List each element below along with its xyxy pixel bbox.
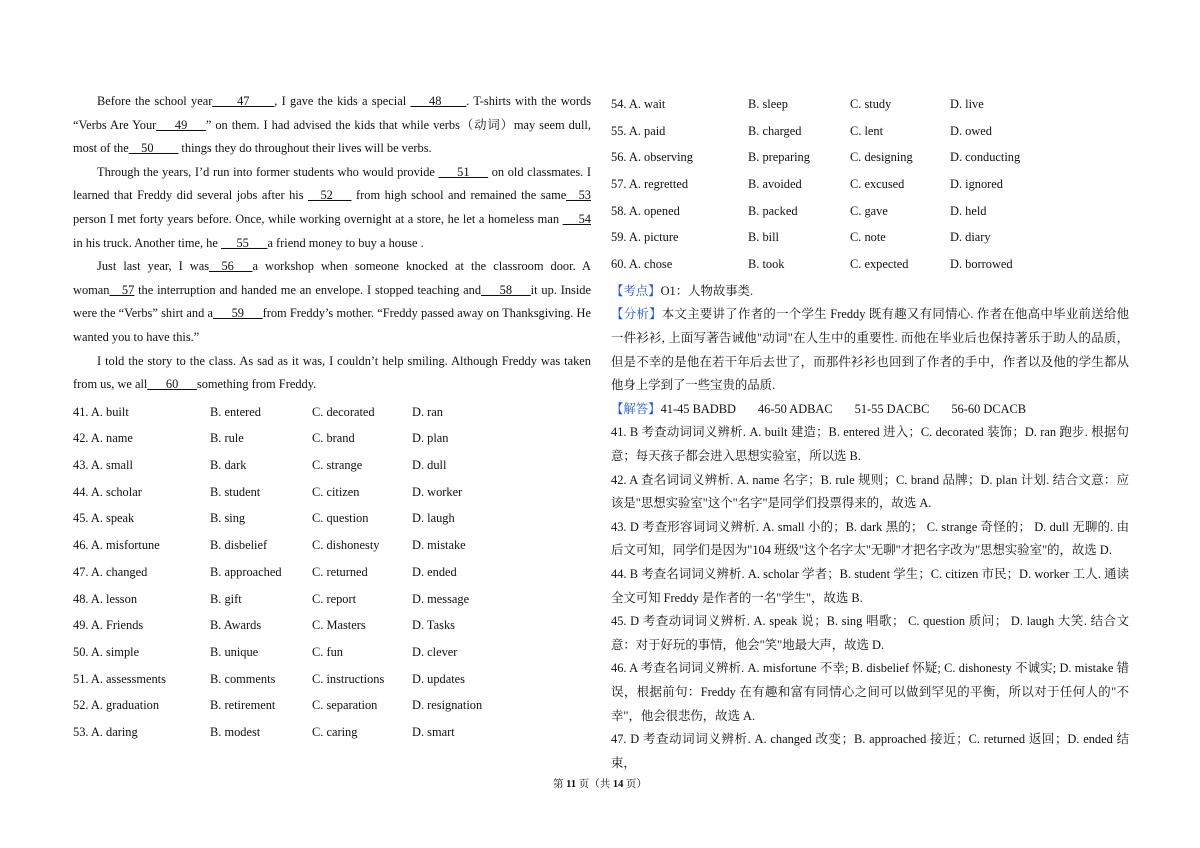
blank-49: ___49___ xyxy=(156,117,206,132)
page-total: 14 xyxy=(612,779,624,790)
blank-57: __57 xyxy=(109,282,135,297)
fenxi-paragraph: 【分析】本文主要讲了作者的一个学生 Freddy 既有趣又有同情心. 作者在他高中毕业前送给他一件衫衫, 上面写著告诫他"动词"在人生中的重要性. 而他在毕业后也保持著乐于助人的品质，但是不幸的是他在若干年后去世了，而那件衫衫也回到了作者的手中，作者以及他的学生都从他身上学到了一些宝贵的品质. xyxy=(611,307,1130,393)
option-a: 59. A. picture xyxy=(611,230,679,245)
option-c: C. returned xyxy=(312,564,368,579)
option-d: D. borrowed xyxy=(950,257,1013,272)
option-b: B. rule xyxy=(210,431,244,446)
option-c: C. dishonesty xyxy=(312,538,380,553)
blank-51: ___51___ xyxy=(438,164,489,179)
option-row xyxy=(611,118,1129,145)
option-d: D. conducting xyxy=(950,150,1021,165)
explanation-item: 47. D 考查动词词义辨析. A. changed 改变；B. approached 接近；C. returned 返回；D. ended 结束， xyxy=(611,732,1129,770)
option-b: B. sleep xyxy=(748,97,788,111)
option-b: B. packed xyxy=(748,203,798,218)
passage-paragraph-2: Through the years, I’d run into former students who would provide ___51___ on old classmates. I learned that Freddy did several jobs after his __52___ from high school and remained the same__53 person I met forty years before. Once, while working overnight at a store, he let a homeless man __54 in his truck. Another time, he __55___a friend money to buy a house . xyxy=(73,164,592,250)
option-a: 52. A. graduation xyxy=(73,698,160,713)
option-b: B. charged xyxy=(748,123,802,138)
option-c: C. instructions xyxy=(312,671,385,686)
option-row xyxy=(73,399,591,426)
option-row xyxy=(73,719,591,746)
option-d: D. live xyxy=(950,97,984,111)
explanation-item: 41. B 考查动词词义辨析. A. built 建造；B. entered 进入；C. decorated 装饰；D. ran 跑步. 根据句意；每天孩子都会进入思想实验室，所以选 B. xyxy=(611,425,1129,463)
blank-55: __55___ xyxy=(220,235,268,250)
blank-52: __52___ xyxy=(308,188,352,203)
option-d: D. Tasks xyxy=(412,618,455,633)
option-b: B. gift xyxy=(210,591,242,606)
option-b: B. approached xyxy=(210,564,282,579)
option-d: D. message xyxy=(412,591,470,606)
option-d: D. ended xyxy=(412,564,457,579)
option-b: B. took xyxy=(748,257,785,272)
option-a: 49. A. Friends xyxy=(73,618,144,633)
option-c: C. note xyxy=(850,230,886,245)
option-c: C. citizen xyxy=(312,484,360,499)
option-c: C. report xyxy=(312,591,357,606)
option-b: B. entered xyxy=(210,404,261,419)
explanation-item: 43. D 考查形容词词义辨析. A. small 小的；B. dark 黑的； C. strange 奇怪的； D. dull 无聊的. 由后文可知，同学们是因为"104 班级"这个名字太"无聊"才把名字改为"思想实验室"的，故选 D. xyxy=(611,519,1129,558)
blank-48: ___48____ xyxy=(410,94,467,108)
option-d: D. ignored xyxy=(950,177,1003,192)
option-a: 44. A. scholar xyxy=(73,484,142,499)
options-list-left xyxy=(73,399,591,746)
option-c: C. expected xyxy=(850,257,909,272)
option-c: C. excused xyxy=(850,177,905,192)
explanation-item: 46. A 考查名词词义辨析. A. misfortune 不幸; B. disbelief 怀疑; C. dishonesty 不诚实; D. mistake 错误，根据前句：Freddy 在有趣和富有同情心之间可以做到罕见的平衡，所以对于任何人的"不幸"，他会很悲伤，故选 A. xyxy=(611,661,1129,723)
option-a: 46. A. misfortune xyxy=(73,538,160,553)
option-c: C. decorated xyxy=(312,404,375,419)
option-row xyxy=(611,91,1129,118)
option-c: C. brand xyxy=(312,431,355,446)
option-c: C. lent xyxy=(850,123,884,138)
option-a: 55. A. paid xyxy=(611,123,666,138)
option-row xyxy=(611,224,1129,251)
blank-60: ___60___ xyxy=(147,377,197,392)
right-column xyxy=(611,91,1129,775)
jieda-tag: 【解答】 xyxy=(611,401,661,416)
option-a: 50. A. simple xyxy=(73,644,140,659)
explanation-list xyxy=(611,421,1129,775)
option-b: B. bill xyxy=(748,230,779,245)
option-c: C. caring xyxy=(312,724,358,739)
blank-53: __53 xyxy=(566,188,591,203)
option-a: 41. A. built xyxy=(73,404,129,419)
option-row xyxy=(73,612,591,639)
option-a: 56. A. observing xyxy=(611,150,693,165)
option-row xyxy=(73,532,591,559)
option-row xyxy=(611,198,1129,225)
option-c: C. fun xyxy=(312,644,343,659)
options-list-right xyxy=(611,91,1129,278)
option-d: D. resignation xyxy=(412,698,483,713)
option-d: D. laugh xyxy=(412,511,455,526)
passage-paragraph-4: I told the story to the class. As sad as it was, I couldn’t help smiling. Although Freddy was taken from us, we all___60___something from Freddy. xyxy=(73,353,591,392)
option-a: 45. A. speak xyxy=(73,511,135,526)
option-d: D. mistake xyxy=(412,538,466,553)
blank-47: ____47____ xyxy=(212,94,275,108)
option-row xyxy=(73,639,591,666)
option-row xyxy=(611,251,1129,278)
option-row xyxy=(73,505,591,532)
option-a: 51. A. assessments xyxy=(73,671,166,686)
option-d: D. updates xyxy=(412,671,465,686)
option-b: B. modest xyxy=(210,724,261,739)
blank-56: __56___ xyxy=(209,259,253,274)
option-c: C. question xyxy=(312,511,369,526)
option-b: B. comments xyxy=(210,671,276,686)
option-d: D. worker xyxy=(412,484,463,499)
option-a: 58. A. opened xyxy=(611,203,680,218)
option-c: C. Masters xyxy=(312,618,366,633)
option-row xyxy=(611,144,1129,171)
option-c: C. strange xyxy=(312,458,363,473)
option-c: C. gave xyxy=(850,203,888,218)
explanation-item: 45. D 考查动词词义辨析. A. speak 说；B. sing 唱歌； C. question 质问； D. laugh 大笑. 结合文意：对于好玩的事情，他会"笑"地最大声，故选 D. xyxy=(611,614,1129,652)
option-row xyxy=(73,666,591,693)
option-a: 57. A. regretted xyxy=(611,177,689,192)
option-row xyxy=(73,692,591,719)
option-c: C. designing xyxy=(850,150,913,165)
blank-58: ___58___ xyxy=(481,282,531,297)
option-b: B. unique xyxy=(210,644,259,659)
fenxi-tag: 【分析】 xyxy=(611,307,662,322)
option-row xyxy=(73,479,591,506)
page-number: 11 xyxy=(566,779,577,790)
option-a: 42. A. name xyxy=(73,431,133,446)
option-d: D. clever xyxy=(412,644,458,659)
option-b: B. Awards xyxy=(210,618,262,633)
option-d: D. plan xyxy=(412,431,449,446)
option-a: 54. A. wait xyxy=(611,97,666,111)
option-row xyxy=(611,171,1129,198)
page-footer: 第 11 页（共 14 页） xyxy=(553,779,647,790)
option-c: C. study xyxy=(850,97,892,111)
option-d: D. held xyxy=(950,203,987,218)
option-a: 43. A. small xyxy=(73,458,133,473)
option-b: B. retirement xyxy=(210,698,276,713)
kaodian-tag: 【考点】 xyxy=(611,283,661,298)
option-d: D. dull xyxy=(412,458,447,473)
explanation-item: 42. A 查名词词义辨析. A. name 名字；B. rule 规则；C. brand 品牌；D. plan 计划. 结合文意：应该是"思想实验室"这个"名字"是同学们投票得来的，故选 A. xyxy=(611,472,1129,511)
blank-50: __50____ xyxy=(128,141,179,156)
option-row xyxy=(73,425,591,452)
option-b: B. dark xyxy=(210,458,247,473)
option-b: B. sing xyxy=(210,511,246,526)
blank-59: ___59___ xyxy=(213,306,263,321)
option-d: D. owed xyxy=(950,123,992,138)
explanation-item: 44. B 考查名词词义辨析. A. scholar 学者；B. student 学生；C. citizen 市民；D. worker 工人. 通读全文可知 Freddy 是作者的一名"学生"，故选 B. xyxy=(611,566,1129,605)
option-b: B. preparing xyxy=(748,150,810,165)
kaodian-line: 【考点】O1：人物故事类. xyxy=(611,283,754,298)
blank-54: __54 xyxy=(562,211,592,226)
option-a: 48. A. lesson xyxy=(73,591,138,606)
left-column xyxy=(73,90,591,746)
option-row xyxy=(73,586,591,613)
option-a: 60. A. chose xyxy=(611,257,673,272)
option-d: D. ran xyxy=(412,404,443,419)
option-c: C. separation xyxy=(312,698,378,713)
option-b: B. avoided xyxy=(748,177,802,192)
option-d: D. diary xyxy=(950,230,991,245)
option-b: B. disbelief xyxy=(210,538,268,553)
option-a: 47. A. changed xyxy=(73,564,148,579)
option-a: 53. A. daring xyxy=(73,724,138,739)
passage-paragraph-1: Before the school year____47____, I gave the kids a special ___48____. T-shirts with the words “Verbs Are Your___49___” on them. I had advised the kids that while verbs（动词）may seem dull, most of the__50____ things they do throughout their lives will be verbs. xyxy=(73,94,592,156)
passage-paragraph-3: Just last year, I was__56___a workshop when someone knocked at the classroom door. A woman__57 the interruption and handed me an envelope. I stopped teaching and___58___it up. Inside were the “Verbs” shirt and a___59___from Freddy’s mother. “Freddy passed away on Thanksgiving. He wanted you to have this.” xyxy=(73,259,591,344)
option-d: D. smart xyxy=(412,724,455,739)
option-row xyxy=(73,559,591,586)
option-b: B. student xyxy=(210,484,261,499)
answer-key: 【解答】41-45 BADBD 46-50 ADBAC 51-55 DACBC 56-60 DCACB xyxy=(611,401,1027,416)
option-row xyxy=(73,452,591,479)
